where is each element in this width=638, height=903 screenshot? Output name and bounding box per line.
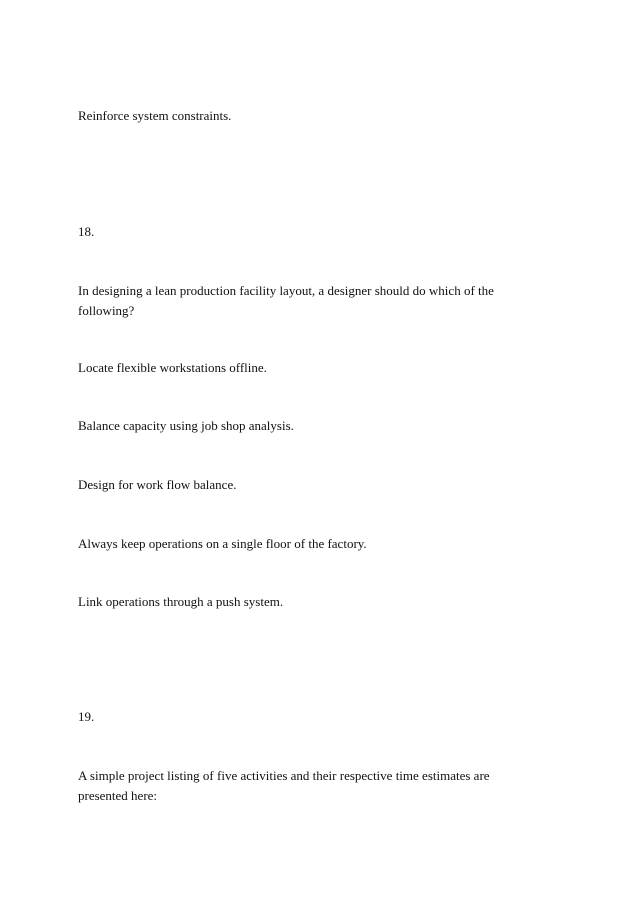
question-18-option-3: Design for work flow balance. <box>78 477 237 492</box>
question-18-option-4: Always keep operations on a single floor of the factory. <box>78 536 367 551</box>
question-18-option-1: Locate flexible workstations offline. <box>78 360 267 375</box>
question-18-option-5: Link operations through a push system. <box>78 594 284 609</box>
previous-answer-text: Reinforce system constraints. <box>78 108 232 123</box>
question-18-text: In designing a lean production facility layout, a designer should do which of the following? <box>78 283 494 318</box>
question-18-number: 18. <box>78 224 95 239</box>
question-19-text: A simple project listing of five activities and their respective time estimates are presented here: <box>78 768 490 803</box>
question-19-number: 19. <box>78 709 95 724</box>
question-18-option-2: Balance capacity using job shop analysis. <box>78 418 294 433</box>
